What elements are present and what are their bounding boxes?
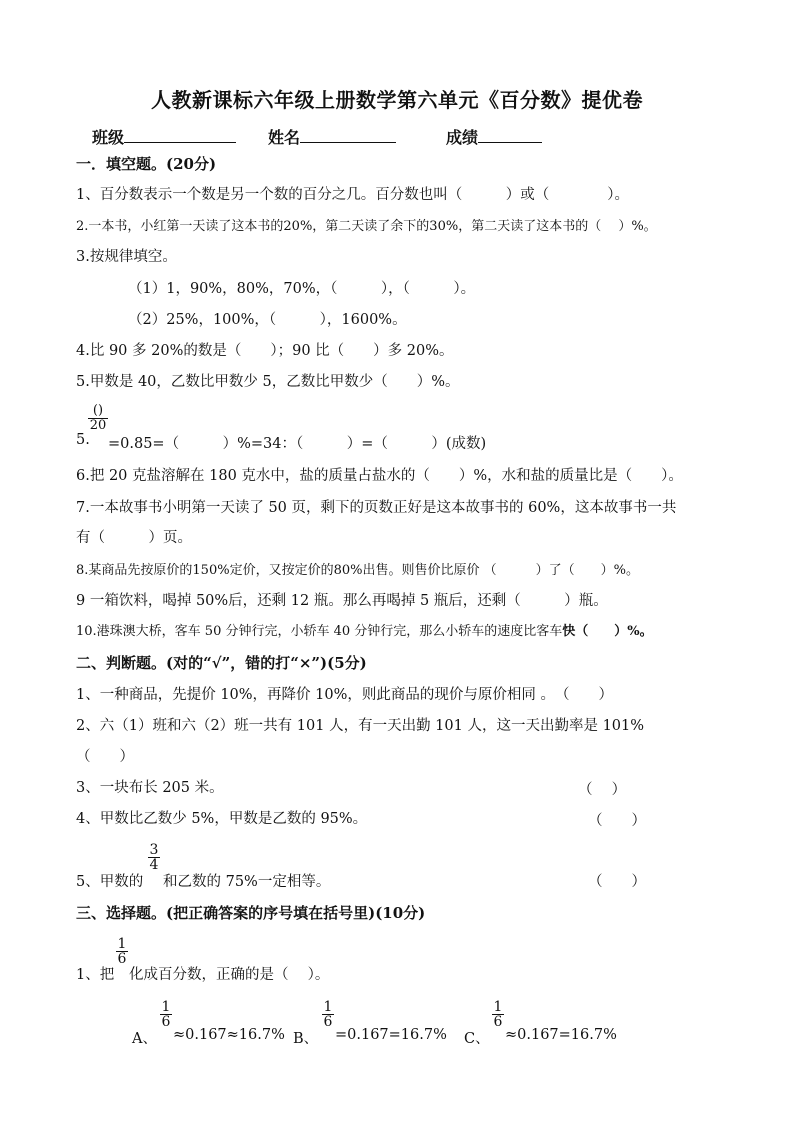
s2-question-2-answer-paren: （ ）	[76, 749, 134, 765]
fraction-one-sixth: 1 6	[117, 936, 127, 967]
student-info-row	[92, 124, 652, 148]
s1-question-5: 5.甲数是 40，乙数比甲数少 5，乙数比甲数少（ ）%。	[76, 374, 460, 390]
option-b-text: =0.167=16.7%	[335, 1027, 447, 1043]
class-blank[interactable]	[124, 124, 236, 143]
option-c-text: ≈0.167=16.7%	[505, 1027, 617, 1043]
s2-question-1: 1、一种商品，先提价 10%，再降价 10%，则此商品的现价与原价相同 。 （ ）	[76, 687, 614, 703]
option-c-label[interactable]: C、	[464, 1031, 490, 1047]
s1-question-9: 9 一箱饮料，喝掉 50%后，还剩 12 瓶。那么再喝掉 5 瓶后，还剩（ ）瓶。	[76, 593, 608, 609]
s1-question-7-line2: 有（ ）页。	[76, 530, 192, 546]
option-b-label[interactable]: B、	[293, 1031, 319, 1047]
name-field: 姓名	[268, 124, 396, 148]
option-a-label[interactable]: A、	[132, 1031, 157, 1047]
page-title: 人教新课标六年级上册数学第六单元《百分数》提优卷	[151, 88, 643, 112]
s1-question-3-part1: （1）1，90%，80%，70%，（ ），（ ）。	[128, 281, 476, 297]
s2-question-4-answer-paren: （ ）	[588, 813, 646, 829]
option-a-fraction: 1 6	[161, 999, 171, 1030]
section2-heading: 二、判断题。(对的“√”，错的打“×”)(5分)	[76, 654, 367, 672]
score-field: 成绩	[446, 124, 542, 148]
name-blank[interactable]	[300, 124, 396, 143]
option-b-fraction: 1 6	[323, 999, 333, 1030]
s1-question-6: 6.把 20 克盐溶解在 180 克水中，盐的质量占盐水的（ ）%，水和盐的质量比是（ ）。	[76, 468, 683, 484]
option-c-fraction: 1 6	[493, 999, 503, 1030]
s2-question-3-answer-paren: （ ）	[578, 782, 627, 798]
s1-question-4: 4.比 90 多 20%的数是（ ）；90 比（ ）多 20%。	[76, 343, 454, 359]
s2-question-3: 3、一块布长 205 米。	[76, 780, 224, 796]
s2-question-5: 和乙数的 75%一定相等。	[163, 874, 331, 890]
s3-question-1: 化成百分数，正确的是（ ）。	[129, 967, 330, 983]
s1-question-5b-prefix: 5.	[76, 432, 90, 448]
s2-question-5-answer-paren: （ ）	[588, 874, 646, 890]
section1-heading: 一．填空题。(20分)	[76, 155, 217, 173]
s2-question-2-line1: 2、六（1）班和六（2）班一共有 101 人，有一天出勤 101 人，这一天出勤率是 101%	[76, 718, 645, 734]
s2-question-5-prefix: 5、甲数的	[76, 874, 144, 890]
s1-question-10: 10.港珠澳大桥，客车 50 分钟行完，小轿车 40 分钟行完，那么小轿车的速度比客车快（ ）%。	[76, 624, 653, 639]
s1-question-8: 8.某商品先按原价的150%定价，又按定价的80%出售。则售价比原价 （ ）了（ ）%。	[76, 563, 639, 578]
s3-question-1-prefix: 1、把	[76, 967, 115, 983]
s1-question-1: 1、百分数表示一个数是另一个数的百分之几。百分数也叫（ ）或（ ）。	[76, 187, 629, 203]
s1-question-3-part2: （2）25%，100%，（ ），1600%。	[128, 312, 407, 328]
s1-question-2: 2.一本书，小红第一天读了这本书的20%，第二天读了余下的30%，第二天读了这本书的（ ）%。	[76, 219, 657, 234]
s1-question-3: 3.按规律填空。	[76, 249, 177, 265]
s1-question-5b: =0.85=（ ）%=34：（ ）=（ ）(成数)	[108, 436, 487, 452]
fraction-three-quarters: 3 4	[149, 842, 159, 873]
score-blank[interactable]	[478, 124, 542, 143]
option-a-text: ≈0.167≈16.7%	[173, 1027, 285, 1043]
fraction-blank-over-20: () 20	[89, 403, 107, 433]
section3-heading: 三、选择题。(把正确答案的序号填在括号里)(10分)	[76, 904, 426, 922]
class-field: 班级	[92, 124, 236, 148]
s2-question-4: 4、甲数比乙数少 5%，甲数是乙数的 95%。	[76, 811, 368, 827]
s1-question-7-line1: 7.一本故事书小明第一天读了 50 页，剩下的页数正好是这本故事书的 60%，这本故事书一共	[76, 500, 677, 516]
